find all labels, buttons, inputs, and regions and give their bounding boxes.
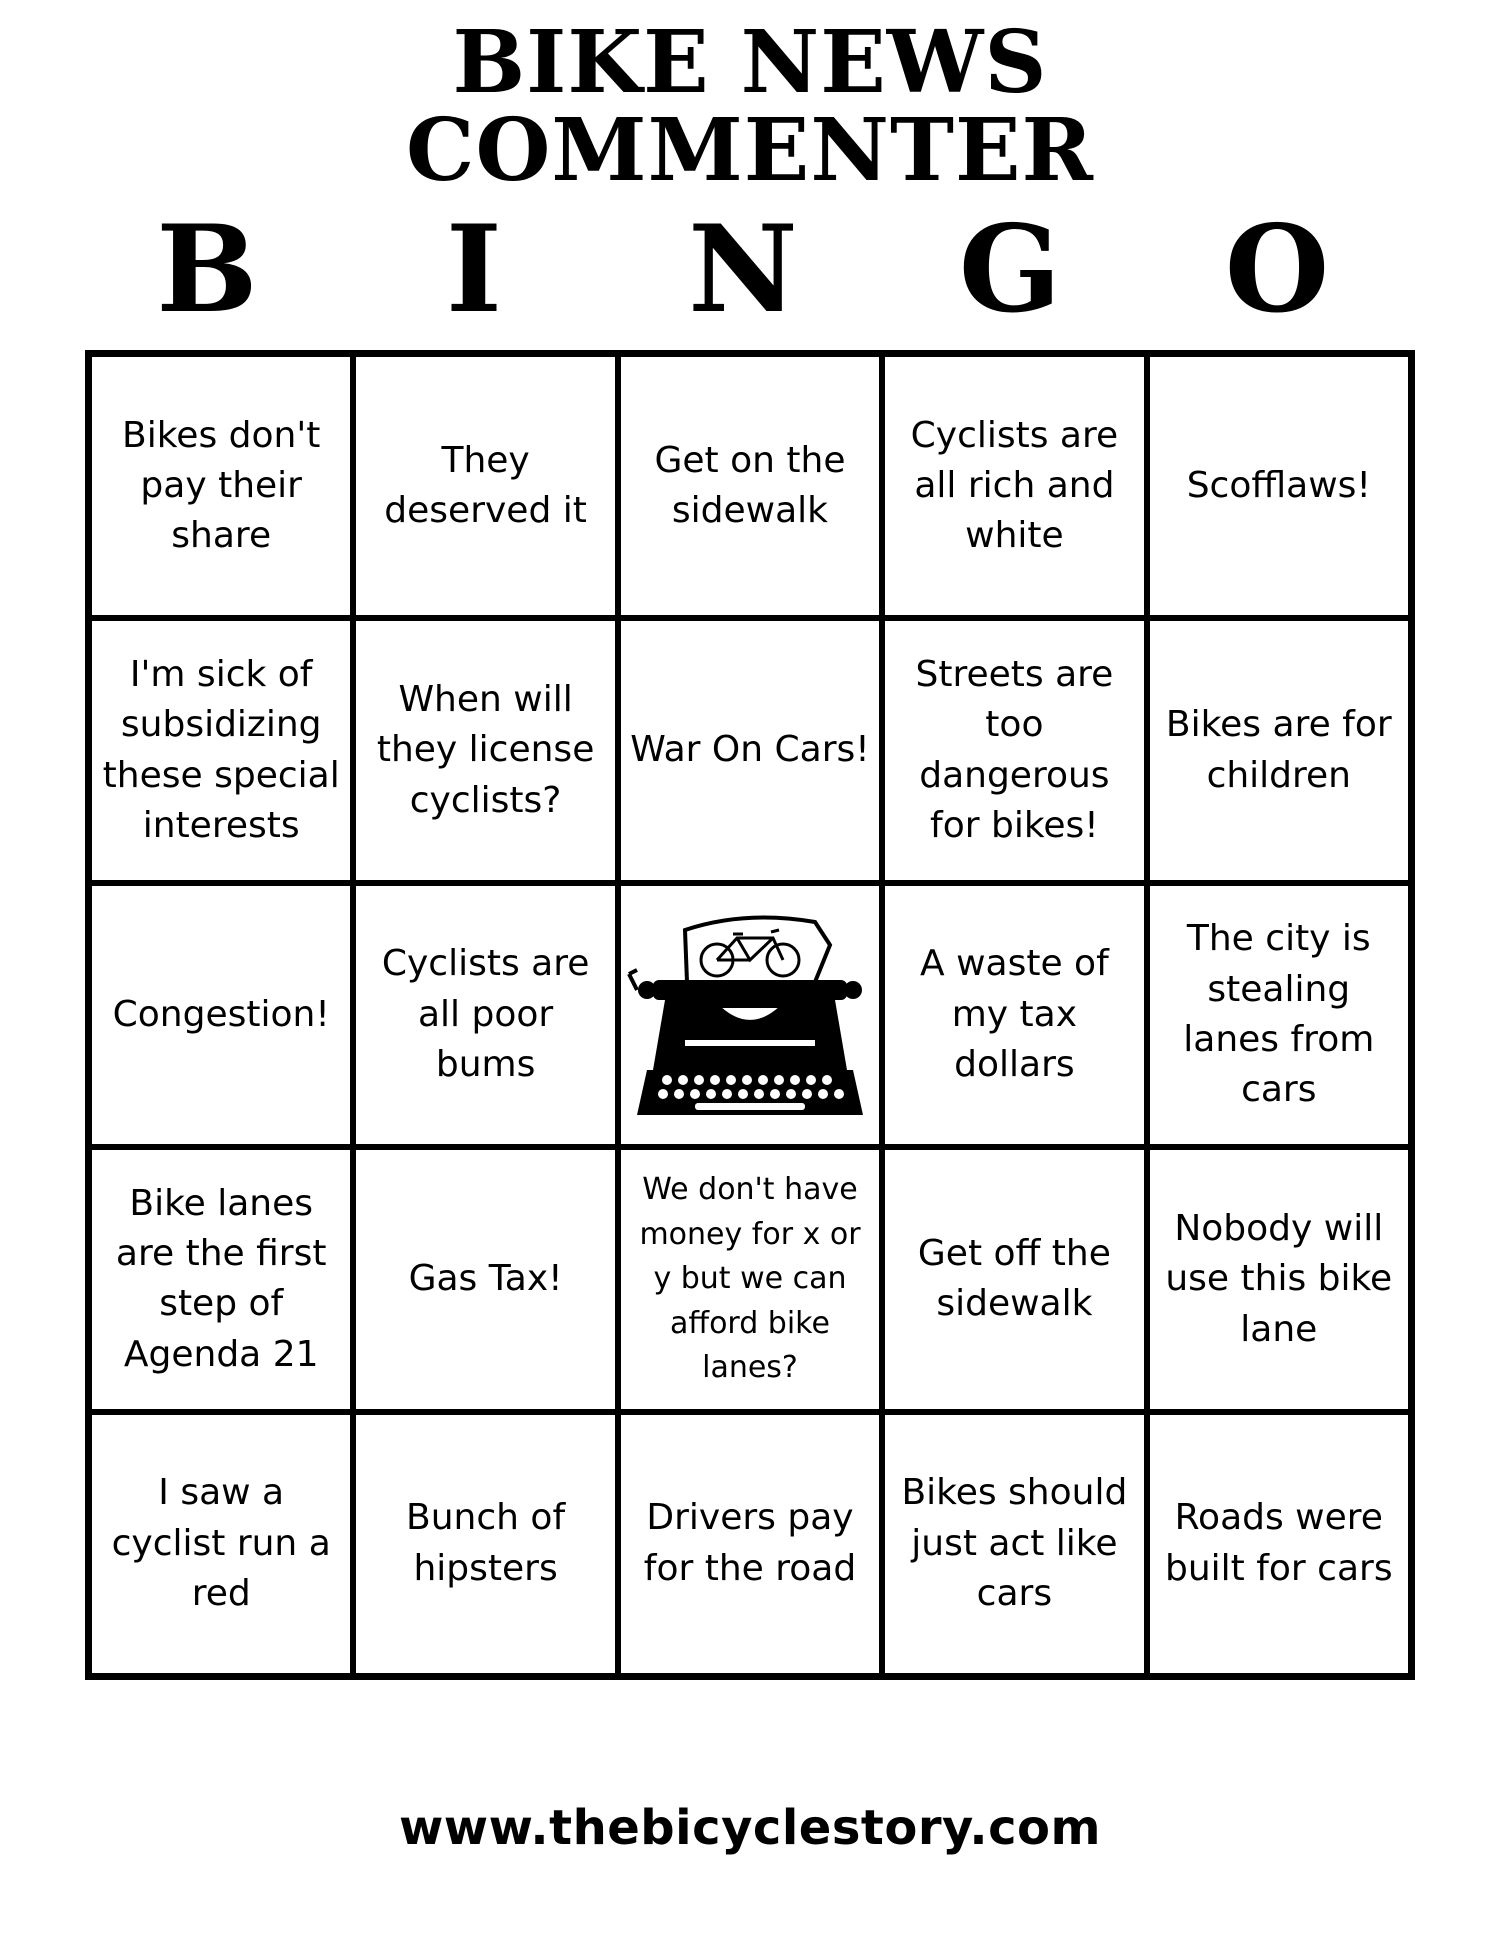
bingo-cell: They deserved it [353,354,617,618]
bingo-cell: We don't have money for x or y but we can afford bike lanes? [618,1147,882,1411]
bingo-letter-b: B [156,199,258,340]
bingo-grid [85,350,1415,1680]
bingo-cell: Cyclists are all poor bums [353,883,617,1147]
title-line-2: COMMENTER [406,100,1094,201]
bingo-cell: Nobody will use this bike lane [1147,1147,1411,1411]
typewriter-with-bicycle-icon [625,890,875,1140]
bingo-cell: Bike lanes are the first step of Agenda 21 [89,1147,353,1411]
title-line-1: BIKE NEWS [452,12,1048,113]
bingo-cell: Get off the sidewalk [882,1147,1146,1411]
bingo-cell: Bunch of hipsters [353,1412,617,1676]
bingo-cell: War On Cars! [618,618,882,882]
bingo-letter-o: O [1224,199,1330,340]
bingo-letter-n: N [688,199,798,340]
bingo-cell: Bikes should just act like cars [882,1412,1146,1676]
bingo-cell: Drivers pay for the road [618,1412,882,1676]
bingo-cell: The city is stealing lanes from cars [1147,883,1411,1147]
bingo-cell: A waste of my tax dollars [882,883,1146,1147]
bingo-letter-g: G [958,199,1062,340]
bingo-cell: Roads were built for cars [1147,1412,1411,1676]
bingo-cell: Cyclists are all rich and white [882,354,1146,618]
bingo-letter-i: I [445,199,503,340]
bingo-cell: Streets are too dangerous for bikes! [882,618,1146,882]
bingo-cell: Get on the sidewalk [618,354,882,618]
footer-url: www.thebicyclestory.com [398,1800,1102,1856]
bingo-cell: Scofflaws! [1147,354,1411,618]
bingo-cell: When will they license cyclists? [353,618,617,882]
bingo-cell: I saw a cyclist run a red [89,1412,353,1676]
bingo-cell: Bikes are for children [1147,618,1411,882]
bingo-cell: Bikes don't pay their share [89,354,353,618]
free-space-cell [618,883,882,1147]
bingo-cell: Gas Tax! [353,1147,617,1411]
bingo-cell: Congestion! [89,883,353,1147]
bingo-cell: I'm sick of subsidizing these special interests [89,618,353,882]
